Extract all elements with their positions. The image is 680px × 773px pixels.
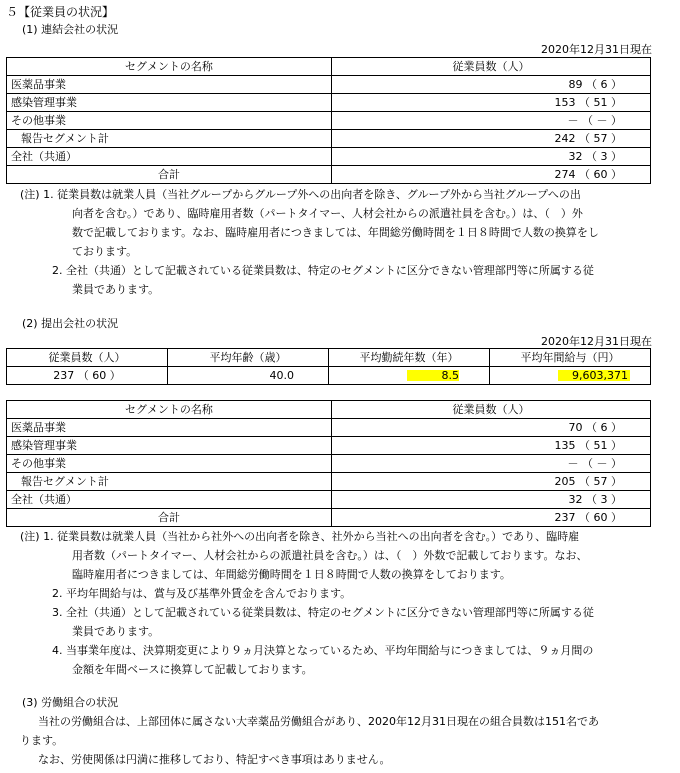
segment-name: 感染管理事業 — [7, 94, 332, 112]
employee-count: 242 （ 57 ） — [332, 130, 651, 148]
note-line: 2. 全社（共通）として記載されている従業員数は、特定のセグメントに区分できない管理部門等に所属する従 — [52, 264, 594, 277]
segment-name: 全社（共通） — [7, 491, 332, 509]
note-line: 3. 全社（共通）として記載されている従業員数は、特定のセグメントに区分できない管理部門等に所属する従 — [52, 606, 594, 619]
employee-count: 274 （ 60 ） — [332, 166, 651, 184]
average-salary-value: 9,603,371 — [558, 370, 630, 381]
table-header — [7, 58, 651, 76]
table-row — [7, 112, 651, 130]
note-line: (注) 1. 従業員数は就業人員（当社から社外への出向者を除き、社外から当社への出向者を含む。）であり、臨時雇 — [20, 530, 580, 543]
employee-count: 70 （ 6 ） — [332, 419, 651, 437]
union-text: 当社の労働組合は、上部団体に属さない大幸薬品労働組合があり、2020年12月31日現在の組合員数は151名であ — [38, 715, 599, 728]
employee-count: － （ － ） — [332, 455, 651, 473]
table-row — [7, 419, 651, 437]
note-line: 用者数（パートタイマー、人材会社からの派遣社員を含む。）は、（ ）外数で記載しております。なお、 — [72, 549, 588, 562]
table-row — [7, 76, 651, 94]
note-line: ております。 — [72, 245, 138, 258]
header-average-salary: 平均年間給与（円） — [490, 349, 651, 367]
employee-count: 237 （ 60 ） — [7, 367, 168, 385]
header-segment: セグメントの名称 — [7, 58, 332, 76]
table-row-total — [7, 509, 651, 527]
company-summary-table — [6, 348, 651, 385]
union-text: ります。 — [20, 734, 64, 747]
as-of-date-1: 2020年12月31日現在 — [541, 43, 652, 56]
average-tenure — [329, 367, 490, 385]
table-row — [7, 148, 651, 166]
segment-name: 報告セグメント計 — [7, 473, 332, 491]
table-row — [7, 455, 651, 473]
header-employees: 従業員数（人） — [7, 349, 168, 367]
table-row — [7, 367, 651, 385]
note-line: 業員であります。 — [72, 625, 160, 638]
average-salary — [490, 367, 651, 385]
note-line: 4. 当事業年度は、決算期変更により９ヵ月決算となっているため、平均年間給与につきましては、９ヵ月間の — [52, 644, 594, 657]
employee-count: 89 （ 6 ） — [332, 76, 651, 94]
note-line: 金額を年間ベースに換算して記載しております。 — [72, 663, 313, 676]
header-average-tenure: 平均勤続年数（年） — [329, 349, 490, 367]
segment-name: その他事業 — [7, 112, 332, 130]
segment-name: 合計 — [7, 166, 332, 184]
segment-name: 全社（共通） — [7, 148, 332, 166]
employee-count: 237 （ 60 ） — [332, 509, 651, 527]
table-row-total — [7, 166, 651, 184]
table-row — [7, 94, 651, 112]
table-row — [7, 473, 651, 491]
as-of-date-2: 2020年12月31日現在 — [541, 335, 652, 348]
note-line: 数で記載しております。なお、臨時雇用者につきましては、年間総労働時間を１日８時間で人数の換算をし — [72, 226, 599, 239]
employee-count: 32 （ 3 ） — [332, 491, 651, 509]
note-line: 向者を含む。）であり、臨時雇用者数（パートタイマー、人材会社からの派遣社員を含む。）は、（ ）外 — [72, 207, 583, 220]
header-employees: 従業員数（人） — [332, 401, 651, 419]
segment-name: 医薬品事業 — [7, 76, 332, 94]
table-header — [7, 349, 651, 367]
note-line: 業員であります。 — [72, 283, 160, 296]
note-line: 臨時雇用者につきましては、年間総労働時間を１日８時間で人数の換算をしております。 — [72, 568, 511, 581]
table-row — [7, 437, 651, 455]
employee-count: 153 （ 51 ） — [332, 94, 651, 112]
average-age: 40.0 — [168, 367, 329, 385]
employee-count: 135 （ 51 ） — [332, 437, 651, 455]
note-line: (注) 1. 従業員数は就業人員（当社グループからグループ外への出向者を除き、グループ外から当社グループへの出 — [20, 188, 581, 201]
segment-name: 医薬品事業 — [7, 419, 332, 437]
segment-name: その他事業 — [7, 455, 332, 473]
employee-count: － （ － ） — [332, 112, 651, 130]
header-employees: 従業員数（人） — [332, 58, 651, 76]
section-3-heading: (3) 労働組合の状況 — [22, 696, 119, 709]
segment-name: 報告セグメント計 — [7, 130, 332, 148]
note-line: 2. 平均年間給与は、賞与及び基準外賃金を含んでおります。 — [52, 587, 352, 600]
average-tenure-value: 8.5 — [407, 370, 459, 381]
table-row — [7, 130, 651, 148]
table-header — [7, 401, 651, 419]
employee-count: 32 （ 3 ） — [332, 148, 651, 166]
table-row — [7, 491, 651, 509]
union-text: なお、労使関係は円満に推移しており、特記すべき事項はありません。 — [38, 753, 391, 766]
company-employee-table — [6, 400, 651, 527]
section-1-heading: (1) 連結会社の状況 — [22, 23, 119, 36]
section-title: ５【従業員の状況】 — [6, 5, 115, 19]
employee-count: 205 （ 57 ） — [332, 473, 651, 491]
section-2-heading: (2) 提出会社の状況 — [22, 317, 119, 330]
segment-name: 感染管理事業 — [7, 437, 332, 455]
consolidated-employee-table — [6, 57, 651, 184]
segment-name: 合計 — [7, 509, 332, 527]
header-average-age: 平均年齢（歳） — [168, 349, 329, 367]
header-segment: セグメントの名称 — [7, 401, 332, 419]
